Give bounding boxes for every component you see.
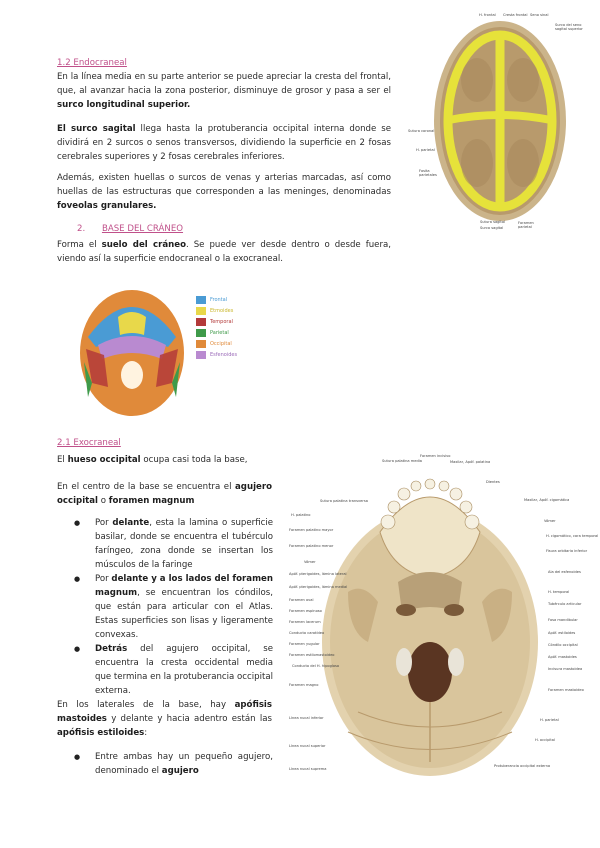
section-heading-endocraneal: 1.2 Endocraneal — [57, 58, 127, 68]
paragraph-mastoides — [57, 698, 272, 740]
fig3-label: Línea nucal superior — [289, 744, 326, 748]
skull-cap-endocranial-figure — [405, 8, 595, 238]
fig3-label: Maxilar, Apóf. palatina — [450, 460, 491, 464]
legend-label: Temporal — [210, 318, 233, 325]
fig3-label: Línea nucal inferior — [289, 716, 324, 720]
text-span: ocupa casi toda la base, — [140, 455, 248, 465]
paragraph-surco-longitudinal — [57, 70, 391, 112]
list-item — [57, 750, 273, 778]
fig3-label: Apóf. estiloides — [548, 631, 576, 635]
paragraph-hueso-occipital — [57, 453, 272, 467]
section-heading-exocraneal: 2.1 Exocraneal — [57, 438, 121, 448]
text-span: En la línea media en su parte anterior se puede apreciar la cresta del frontal, que, al avanzar hacia la zona posterior, disminuye de grosor y pasa a ser el — [57, 72, 391, 96]
fig1-label: H. frontal — [479, 13, 496, 17]
fig1-label: Surco sagital — [480, 226, 504, 230]
bold-term: Detrás — [95, 644, 128, 654]
fig3-label: Foramen estilomastoideo — [289, 653, 335, 657]
legend-item — [196, 349, 237, 360]
fig3-label: Foramen palatino mayor — [289, 528, 334, 532]
legend-swatch — [196, 329, 206, 337]
fig1-label: Cresta frontal — [503, 13, 528, 17]
bold-term: agujero — [161, 766, 199, 776]
fig3-label: Foramen yugular — [289, 642, 320, 646]
legend-swatch — [196, 351, 206, 359]
fig3-label: Apóf. pterigoides, lámina medial — [289, 585, 348, 589]
legend-item — [196, 305, 237, 316]
legend-swatch — [196, 296, 206, 304]
fig3-label: Incisura mastoidea — [548, 667, 583, 671]
text-span: Entre ambas hay un pequeño agujero, denominado el — [95, 752, 273, 776]
fig3-label: Apóf. pterigoides, lámina lateral — [289, 572, 347, 576]
fig3-label: Fosa mandibular — [548, 618, 578, 622]
legend-item — [196, 316, 237, 327]
legend-label: Occipital — [210, 340, 232, 347]
fig1-label: H. parietal — [416, 148, 435, 152]
list-item — [57, 572, 273, 642]
fig3-label: H. temporal — [548, 590, 570, 594]
fig3-label: Vómer — [544, 519, 556, 523]
fig3-label: Foramen lacerum — [289, 620, 321, 624]
text-span: y delante y hacia adentro están las — [106, 714, 272, 724]
paragraph-surco-sagital — [57, 122, 391, 164]
fig3-label: Cóndilo occipital — [548, 643, 578, 647]
fig3-label: Tubérculo articular — [548, 602, 582, 606]
estiloides-bullets — [57, 750, 273, 778]
skull-base-inferior-figure — [318, 462, 543, 780]
bone-color-legend — [196, 294, 237, 360]
bold-term: foveolas granulares. — [57, 201, 157, 211]
legend-item — [196, 338, 237, 349]
fig3-label: H. cigomático, cara temporal — [546, 534, 599, 538]
fig3-label: Maxilar, Apóf. cigomática — [524, 498, 570, 502]
foramen-magnum-bullets — [57, 516, 273, 698]
paragraph-foveolas — [57, 171, 391, 213]
text-span: Forma el — [57, 240, 102, 250]
text-span: , esta la lamina o superficie basilar, donde se encuentra el tubérculo faríngeo, zona donde se insertan los músculos de la faringe — [95, 518, 274, 570]
legend-item — [196, 327, 237, 338]
fig3-label: Conducto del H. hipogloso — [292, 664, 340, 668]
bold-term: surco longitudinal superior. — [57, 100, 191, 110]
fig1-label: Surco del seno sagital superior — [555, 23, 583, 31]
fig3-label: H. occipital — [535, 738, 555, 742]
legend-label: Parietal — [210, 329, 229, 336]
bold-term: foramen magnum — [108, 496, 195, 506]
text-span: En los laterales de la base, hay — [57, 700, 235, 710]
fig3-label: Foramen espinoso — [289, 609, 322, 613]
text-span: Por — [95, 574, 112, 584]
section-title: BASE DEL CRÁNEO — [101, 224, 184, 234]
bold-term: apófisis mastoides — [57, 700, 272, 724]
bold-term: agujero occipital — [57, 482, 272, 506]
text-span: llega hasta la protuberancia occipital interna donde se dividirá en 2 surcos o senos transversos, dividiendo la superficie en 2 fosas cerebrales superiores y 2 fosas cerebrales inferiores. — [57, 124, 391, 162]
fig3-label: Dientes — [486, 480, 500, 484]
text-span: o — [98, 496, 109, 506]
list-item — [57, 516, 273, 572]
fig3-label: Ala del esfenoides — [548, 570, 581, 574]
fig3-label: Foramen incisivo — [420, 454, 451, 458]
legend-swatch — [196, 318, 206, 326]
text-span: , se encuentran los cóndilos, que están para articular con el Atlas. Estas superficies son lisas y ligeramente convexas. — [95, 588, 273, 640]
skull-base-colored-figure — [78, 287, 186, 417]
fig3-label: Foramen magno — [289, 683, 319, 687]
bold-term: hueso occipital — [67, 455, 141, 465]
fig3-label: Foramen oval — [289, 598, 314, 602]
legend-swatch — [196, 307, 206, 315]
text-span: . Se puede ver desde dentro o desde fuera, viendo así la superficie endocraneal o la exocraneal. — [57, 240, 391, 264]
legend-swatch — [196, 340, 206, 348]
legend-label: Etmoides — [210, 307, 234, 314]
legend-label: Frontal — [210, 296, 228, 303]
fig3-label: Apóf. mastoides — [548, 655, 577, 659]
fig3-label: Sutura palatina transversa — [320, 499, 368, 503]
text-span: Por — [95, 518, 113, 528]
fig3-label: Línea nucal suprema — [289, 767, 327, 771]
fig1-label: Sutura coronal — [408, 129, 435, 133]
fig1-label: Fosita parietales — [419, 169, 437, 177]
fig3-label: Vómer — [304, 560, 316, 564]
text-span: : — [144, 728, 148, 738]
fig3-label: H. palatino — [291, 513, 311, 517]
section-heading-base-craneo — [77, 224, 183, 234]
fig1-label: Foramen parietal — [518, 221, 534, 229]
section-number: 2. — [77, 224, 86, 234]
fig3-label: Foramen mastoideo — [548, 688, 584, 692]
fig3-label: H. parietal — [540, 718, 559, 722]
legend-item — [196, 294, 237, 305]
list-item — [57, 642, 273, 698]
fig3-label: Foramen palatino menor — [289, 544, 334, 548]
paragraph-agujero-occipital — [57, 480, 272, 508]
bold-term: delante y a los lados del foramen magnum — [95, 574, 273, 598]
fig3-label: Conducto carotídeo — [289, 631, 325, 635]
bold-term: suelo del cráneo — [101, 240, 186, 250]
bold-term: El surco sagital — [57, 124, 136, 134]
fig3-label: Protuberancia occipital externa — [494, 764, 551, 768]
text-span: del agujero occipital, se encuentra la cresta occidental media que termina en la protuberancia occipital externa. — [95, 644, 273, 696]
legend-label: Esfenoides — [210, 351, 238, 358]
fig3-label: Sutura palatina media — [382, 459, 422, 463]
fig3-label: Fisura orbitaria inferior — [546, 549, 588, 553]
bold-term: apófisis estiloides — [57, 728, 145, 738]
fig1-label: Seno sinal — [530, 13, 549, 17]
text-span: El — [57, 455, 68, 465]
text-span: En el centro de la base se encuentra el — [57, 482, 235, 492]
paragraph-suelo-craneo — [57, 238, 391, 266]
text-span: Además, existen huellas o surcos de venas y arterias marcadas, así como huellas de las estructuras que corresponden a las meninges, denominadas — [57, 173, 391, 197]
fig1-label: Sutura sagital — [480, 220, 506, 224]
bold-term: delante — [112, 518, 150, 528]
